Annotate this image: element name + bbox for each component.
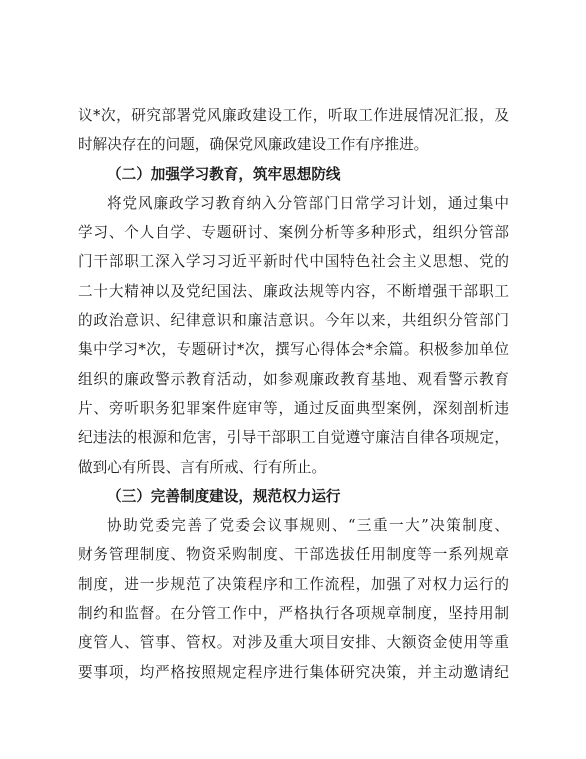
body-line: 纪违法的根源和危害，引导干部职工自觉遵守廉洁自律各项规定，: [78, 429, 509, 447]
section-heading: （三）完善制度建设，规范权力运行: [107, 487, 341, 505]
body-line: 片、旁听职务犯罪案件庭审等，通过反面典型案例，深刻剖析违: [78, 399, 509, 417]
body-line: 财务管理制度、物资采购制度、干部选拔任用制度等一系列规章: [78, 546, 509, 564]
document-body: [78, 101, 509, 687]
body-line: 组织的廉政警示教育活动，如参观廉政教育基地、观看警示教育: [78, 370, 509, 388]
body-line: 议*次，研究部署党风廉政建设工作，听取工作进展情况汇报，及: [78, 107, 509, 124]
paragraph-first-line: 将党风廉政学习教育纳入分管部门日常学习计划，通过集中: [107, 194, 509, 212]
body-line: 的政治意识、纪律意识和廉洁意识。今年以来，共组织分管部门: [78, 312, 509, 330]
section-heading: （二）加强学习教育，筑牢思想防线: [107, 165, 341, 183]
body-line: 要事项，均严格按照规定程序进行集体研究决策，并主动邀请纪: [78, 663, 509, 681]
body-line: 集中学习*次，专题研讨*次，撰写心得体会*余篇。积极参加单位: [78, 341, 509, 359]
body-line: 度管人、管事、管权。对涉及重大项目安排、大额资金使用等重: [78, 634, 509, 652]
body-line: 做到心有所畏、言有所戒、行有所止。: [78, 458, 327, 476]
paragraph-first-line: 协助党委完善了党委会议事规则、“三重一大”决策制度、: [107, 517, 509, 535]
body-line: 二十大精神以及党纪国法、廉政法规等内容，不断增强干部职工: [78, 282, 509, 300]
body-line: 制约和监督。在分管工作中，严格执行各项规章制度，坚持用制: [78, 605, 509, 623]
body-line: 时解决存在的问题，确保党风廉政建设工作有序推进。: [78, 136, 429, 154]
body-line: 学习、个人自学、专题研讨、案例分析等多种形式，组织分管部: [78, 224, 509, 242]
body-line: 门干部职工深入学习习近平新时代中国特色社会主义思想、党的: [78, 253, 509, 271]
body-line: 制度，进一步规范了决策程序和工作流程，加强了对权力运行的: [78, 575, 509, 593]
